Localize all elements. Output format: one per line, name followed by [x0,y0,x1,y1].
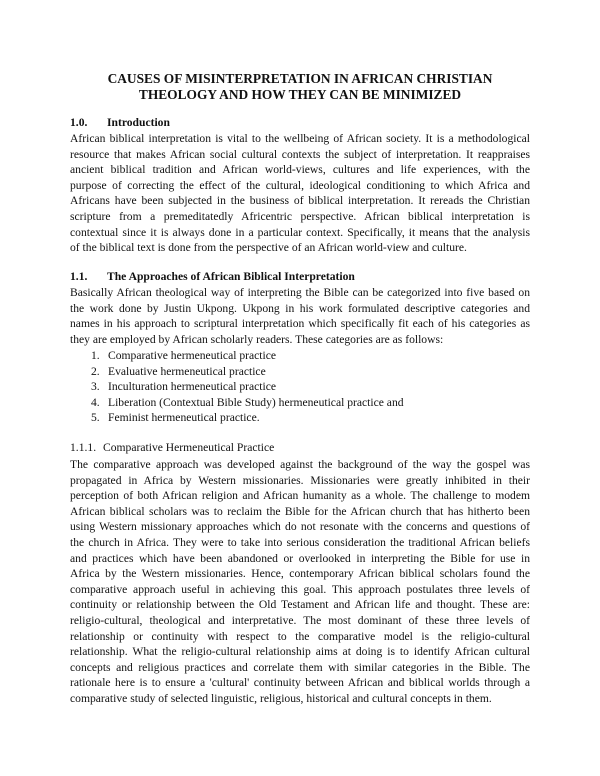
text-line: Africans have been subjected in the business of biblical interpretation. It rereads the Christian [70,194,530,208]
text-line: continuity or relationship between the Old Testament and African life and thought. These are: [70,598,530,612]
list-text: Feminist hermeneutical practice. [108,411,260,425]
list-text: Inculturation hermeneutical practice [108,380,277,394]
list-number: 3. [91,380,100,394]
list-item [91,410,404,426]
list-item [91,364,404,380]
list-text: Liberation (Contextual Bible Study) hermeneutical practice and [108,395,404,409]
text-line: concepts and religious practices and correlate them with similar categories in the Bible. The [70,660,530,674]
comparative-paragraph [70,457,530,707]
section-number: 1.0. [70,116,88,129]
text-line: using Western missionary approaches which do not resonate with the concerns and questions of [70,520,530,534]
text-line: comparative approach useful in achieving this goal. This approach postulates three levels of [70,582,530,596]
list-number: 2. [91,364,100,378]
text-line: comparative study of selected linguistic, religious, historical and cultural concepts in them. [70,691,492,705]
text-line: and practices which have been abandoned or overlooked in interpreting the Bible for use in [70,551,530,565]
text-line: Africa by the Western missionaries. Hence, contemporary African biblical scholars found the [70,567,530,581]
text-line: religio-cultural, theological and interpretative. The most dominant of these three levels of [70,613,530,627]
list-text: Comparative hermeneutical practice [108,349,277,362]
list-text: Evaluative hermeneutical practice [108,364,266,378]
text-line: of the biblical text is done from the perspective of an African world-view and culture. [70,241,467,255]
title-line: THEOLOGY AND HOW THEY CAN BE MINIMIZED [138,87,462,102]
list-number: 1. [91,349,100,362]
text-line: The comparative approach was developed against the background of the way the gospel was [70,458,530,471]
text-line: scripture from a premeditatedly Africentric perspective. African biblical interpretation is [70,209,530,223]
section-heading-introduction [70,116,170,129]
text-line: relationship or continuity with respect to the comparative model is the religio-cultural [70,629,530,643]
section-title: Comparative Hermeneutical Practice [103,441,275,454]
section-title: The Approaches of African Biblical Interpretation [107,270,355,283]
subsection-heading-comparative [70,441,274,454]
approaches-paragraph [70,285,530,347]
title-line: CAUSES OF MISINTERPRETATION IN AFRICAN CHRISTIAN [107,71,493,86]
section-title: Introduction [107,116,170,129]
list-number: 4. [91,395,100,409]
text-line: resource that makes African social cultural contexts the subject of interpretation. It reappraises [70,147,530,161]
categories-list [91,348,404,426]
text-line: African biblical interpretation is vital to the wellbeing of African society. It is a methodological [70,132,530,145]
section-number: 1.1.1. [70,441,97,454]
text-line: they are employed by African scholarly readers. These categories are as follows: [70,332,444,346]
list-item [91,348,404,364]
text-line: ancient biblical tradition and African world-views, cultures and life experiences, with the [70,163,530,177]
text-line: purpose of correcting the effect of the cultural, ideological conditioning to which Africa and [70,178,530,192]
text-line: propagated in Africa by Western missionaries. Missionaries were greatly inhibited in their [70,473,530,487]
list-number: 5. [91,411,100,425]
text-line: perception of both African religion and African humanity as a whole. The challenge to modem [70,489,530,503]
text-line: African biblical scholars was to reclaim the Bible for the African church that has hitherto been [70,504,530,518]
section-heading-approaches [70,270,355,283]
introduction-paragraph [70,131,530,256]
section-number: 1.1. [70,270,88,283]
text-line: rationale here is to ensure a 'cultural' continuity between African and biblical worlds through a [70,676,530,690]
document-title [60,71,540,103]
text-line: the work done by Justin Ukpong. Ukpong in his work formulated descriptive categories and [70,301,530,315]
text-line: names in his approach to scriptural interpretation which specifically fit each of his categories as [70,317,530,331]
text-line: the church in Africa. They were to take into serious consideration the traditional African beliefs [70,535,530,549]
list-item [91,379,404,395]
list-item [91,395,404,411]
text-line: contextual since it is always done in a particular context. Specifically, it means that the analysis [70,225,530,239]
text-line: relationship. What the religio-cultural relationship aims at doing is to identify African cultural [70,645,530,659]
text-line: Basically African theological way of interpreting the Bible can be categorized into five based on [70,286,530,299]
